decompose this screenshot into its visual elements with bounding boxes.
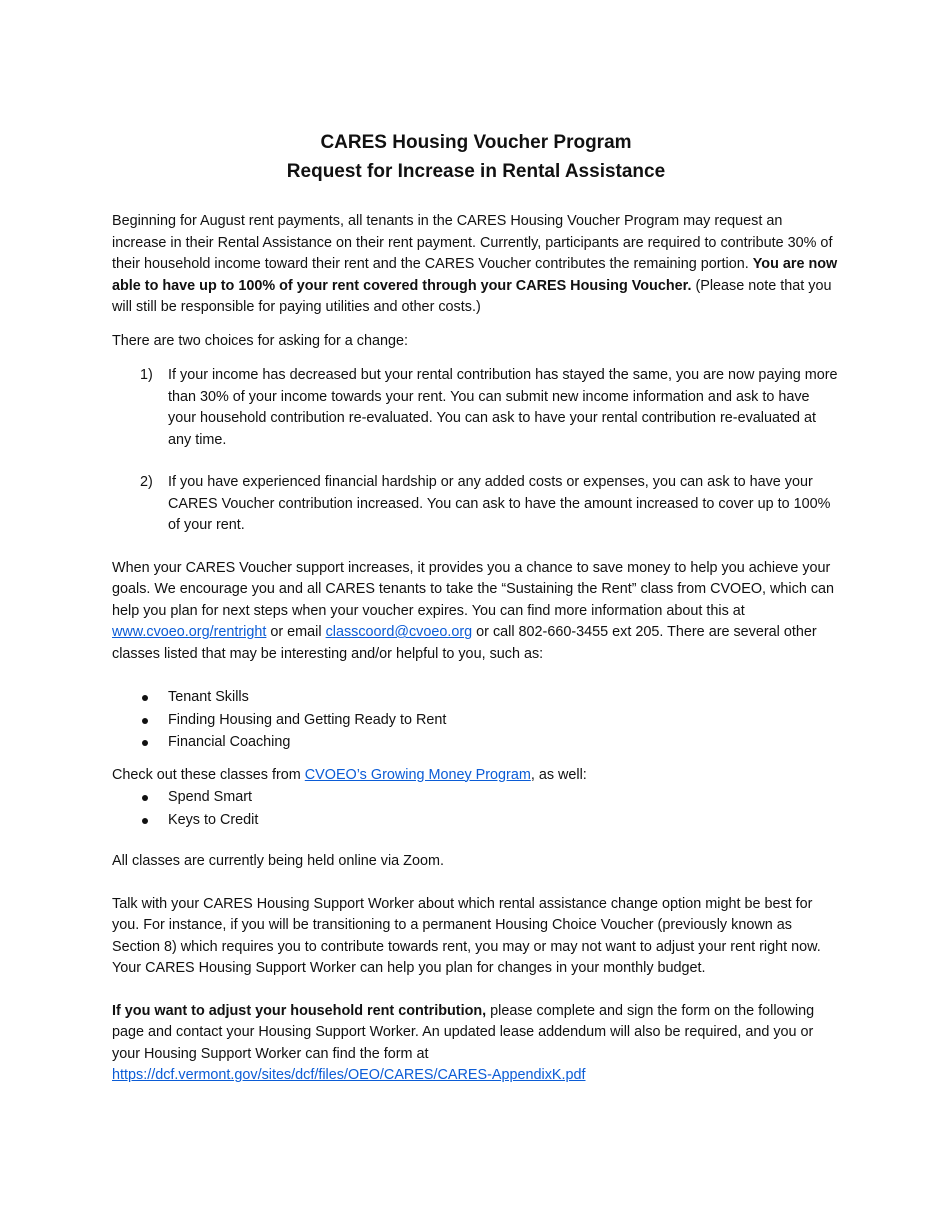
title-line-1: CARES Housing Voucher Program: [320, 132, 632, 153]
online-note: All classes are currently being held online via Zoom.: [112, 853, 444, 869]
growing-before-text: Check out these classes from: [112, 766, 305, 783]
support-text-3: or call 802-660-3455 ext 205. There are several other classes listed that may be interesting and/or helpful to you, such as:: [112, 624, 817, 662]
class-label: Finding Housing and Getting Ready to Rent: [168, 711, 447, 728]
support-text-1: When your CARES Voucher support increases, it provides you a chance to save money to help you achieve your goals. We encourage you and all CARES tenants to take the “Sustaining the Rent” class from CVOEO, which can help you plan for next steps when your voucher expires. You can find more information about this at: [112, 559, 835, 619]
bullet-icon: [142, 795, 148, 801]
bullet-icon: [142, 695, 148, 701]
choices-intro: There are two choices for asking for a change:: [112, 332, 408, 349]
intro-paragraph: [112, 211, 840, 319]
growing-money-paragraph: [112, 765, 840, 787]
class-item: [112, 809, 840, 832]
intro-bold-text: You are now able to have up to 100% of your rent covered through your CARES Housing Voucher.: [112, 256, 838, 294]
intro-text: Beginning for August rent payments, all tenants in the CARES Housing Voucher Program may request an increase in their Rental Assistance on their rent payment. Currently, participants are required to contribute 30% of their household income toward their rent and the CARES Voucher contributes the remaining portion.: [112, 213, 833, 272]
adjust-text: please complete and sign the form on the following page and contact your Housing Support Worker. An updated lease addendum will also be required, and you or your Housing Support Worker can find the form at: [112, 1002, 815, 1062]
class-item: [112, 786, 840, 809]
bullet-icon: [142, 740, 148, 746]
class-label: Financial Coaching: [168, 734, 291, 750]
choice-text: If you have experienced financial hardship or any added costs or expenses, you can ask to have your CARES Voucher contribution increased. You can ask to have the amount increased to cover up to 100% of your rent.: [168, 474, 831, 533]
adjust-paragraph: [112, 1001, 840, 1087]
class-label: Spend Smart: [168, 789, 252, 805]
choice-item: [112, 365, 840, 451]
support-paragraph: [112, 558, 840, 666]
adjust-bold-text: If you want to adjust your household rent contribution,: [112, 1002, 487, 1019]
growing-after-text: , as well:: [530, 766, 587, 783]
class-label: Tenant Skills: [168, 689, 249, 705]
document-title: [112, 128, 840, 186]
choice-item: [112, 472, 840, 537]
talk-paragraph: Talk with your CARES Housing Support Worker about which rental assistance change option might be best for you. For instance, if you will be transitioning to a permanent Housing Choice Voucher (previously known as Section 8) which requires you to contribute towards rent, you may or may not want to adjust your rent right now. Your CARES Housing Support Worker can help you plan for changes in your monthly budget.: [112, 895, 821, 976]
class-item: [112, 709, 840, 732]
choice-number: 2): [140, 474, 153, 490]
intro-after-text: (Please note that you will still be responsible for paying utilities and other costs.): [112, 277, 832, 315]
choices-list: [112, 365, 840, 537]
bullet-icon: [142, 718, 148, 724]
classcoord-email-link[interactable]: classcoord@cvoeo.org: [325, 624, 473, 640]
document-body: [112, 128, 840, 1087]
class-label: Keys to Credit: [168, 811, 259, 828]
growing-money-link[interactable]: CVOEO’s Growing Money Program: [304, 766, 531, 783]
choice-number: 1): [140, 367, 153, 383]
class-item: [112, 731, 840, 754]
title-line-2: Request for Increase in Rental Assistance: [286, 161, 666, 182]
support-text-2: or email: [266, 624, 326, 640]
rentright-link[interactable]: www.cvoeo.org/rentright: [112, 624, 267, 640]
choice-text: If your income has decreased but your rental contribution has stayed the same, you are now paying more than 30% of your income towards your rent. You can submit new income information and ask to have your household contribution re-evaluated. You can ask to have your rental contribution re-evaluated at any time.: [168, 367, 838, 448]
growing-classes-list: [112, 786, 840, 831]
class-item: [112, 686, 840, 709]
classes-list: [112, 686, 840, 754]
bullet-icon: [142, 818, 148, 824]
appendix-k-link[interactable]: https://dcf.vermont.gov/sites/dcf/files/OEO/CARES/CARES-AppendixK.pdf: [112, 1067, 586, 1083]
